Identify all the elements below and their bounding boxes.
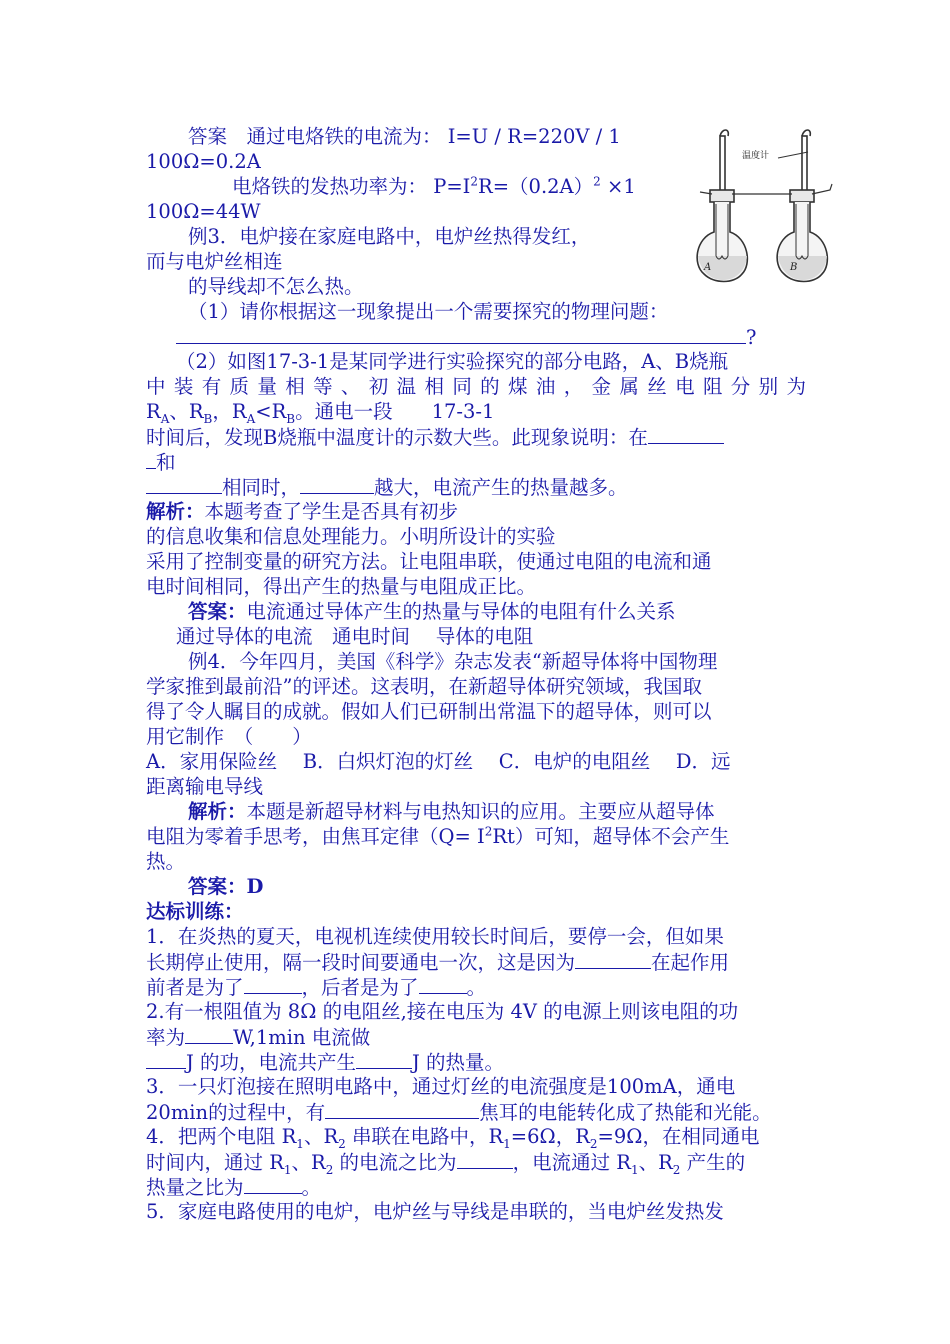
analysis-line: 解析：本题是新超导材料与电热知识的应用。主要应从超导体	[188, 800, 715, 823]
stopper-b	[790, 190, 814, 202]
answer-blank[interactable]	[176, 324, 746, 344]
flask-b-label: B	[790, 262, 798, 273]
section-heading: 达标训练：	[146, 900, 244, 923]
experiment-figure	[690, 124, 840, 284]
text-line: 和	[146, 449, 176, 475]
text-line: 5．家庭电路使用的电炉，电炉丝与导线是串联的，当电炉丝发热发	[146, 1200, 724, 1223]
text-line: 前者是为了 ，后者是为了 。	[146, 976, 487, 999]
text-line: 1．在炎热的夏天，电视机连续使用较长时间后，要停一会，但如果	[146, 925, 724, 948]
blank-line: ?	[176, 324, 756, 350]
text-line: $R_A$、$R_B$，$R_A<R_B$。通电一段 17-3-1	[146, 400, 495, 426]
choice-options: A．家用保险丝 B．白炽灯泡的灯丝 C．电炉的电阻丝 D．远	[146, 750, 731, 773]
answer-blank[interactable]	[457, 1149, 513, 1169]
question-line: （1）请你根据这一现象提出一个需要探究的物理问题：	[188, 300, 669, 323]
text-line: 采用了控制变量的研究方法。让电阻串联，使通过电阻的电流和通	[146, 550, 712, 573]
thermometer-label: 温度计	[742, 150, 770, 160]
example-heading: 例4．今年四月，美国《科学》杂志发表“新超导体将中国物理	[188, 650, 718, 673]
text-line: 3．一只灯泡接在照明电路中，通过灯丝的电流强度是100mA，通电	[146, 1075, 736, 1098]
example-heading: 例3．电炉接在家庭电路中，电炉丝热得发红，	[188, 225, 591, 248]
text-line: 得了令人瞩目的成就。假如人们已研制出常温下的超导体，则可以	[146, 700, 712, 723]
answer-blank[interactable]	[648, 424, 724, 444]
answer-line: 答案 通过电烙铁的电流为： I=U / R=220V / 1	[188, 125, 621, 148]
stopper-a	[710, 190, 734, 202]
answer-blank[interactable]	[419, 974, 467, 994]
text-line: 20min的过程中，有 焦耳的电能转化成了热能和光能。	[146, 1101, 772, 1124]
analysis-line: 解析：本题考查了学生是否具有初步	[146, 500, 459, 523]
text-line: 热。	[146, 850, 186, 873]
text-line: 而与电炉丝相连	[146, 250, 283, 273]
text-line: 的信息收集和信息处理能力。小明所设计的实验	[146, 525, 556, 548]
text-line: 电阻为零着手思考，由焦耳定律$(Q= I^2Rt)$可知，超导体不会产生	[146, 824, 730, 848]
text-line: （2）如图17-3-1是某同学进行实验探究的部分电路，A、B烧瓶	[176, 350, 729, 373]
text-line: J 的功，电流共产生 J 的热量。	[146, 1049, 504, 1075]
answer-blank[interactable]	[575, 949, 651, 969]
text-line: 相同时， 越大，电流产生的热量越多。	[146, 474, 628, 500]
answer-blank[interactable]	[146, 449, 156, 469]
text-line: 时间后，发现B烧瓶中温度计的示数大些。此现象说明：在	[146, 424, 724, 450]
answer-blank[interactable]	[185, 1024, 233, 1044]
text-line: 100Ω=44W	[146, 200, 261, 223]
answer-line: 答案：电流通过导体产生的热量与导体的电阻有什么关系	[188, 600, 676, 623]
text-line: 学家推到最前沿”的评述。这表明，在新超导体研究领域，我国取	[146, 675, 702, 698]
text-line: 通过导体的电流 通电时间 导体的电阻	[176, 625, 534, 648]
text-line: 电烙铁的发热功率为： $P=I^2R=(0.2A)^2 \times 1$	[232, 174, 636, 198]
text-line: 中装有质量相等、初温相同的煤油，金属丝电阻分别为	[146, 375, 806, 398]
answer-blank[interactable]	[244, 974, 302, 994]
text-line: 用它制作 （ ）	[146, 725, 312, 748]
text-line: 4．把两个电阻 $R_1$、$R_2$ 串联在电路中，$R_1=6\Omega$，$R_2=9\Omega$，在相同通电	[146, 1125, 760, 1151]
text-line: 率为 W,1min 电流做	[146, 1026, 371, 1049]
answer-blank[interactable]	[146, 474, 222, 494]
answer-line: 答案：D	[188, 875, 264, 898]
answer-blank[interactable]	[146, 1049, 186, 1069]
text-line: 的导线却不怎么热。	[188, 275, 364, 298]
text-line: 100Ω=0.2A	[146, 150, 261, 173]
text-line: 时间内，通过 $R_1$、$R_2$ 的电流之比为 ，电流通过 $R_1$、$R_2$ 产生的	[146, 1151, 746, 1177]
flask-a-label: A	[704, 262, 712, 273]
text-line: 长期停止使用，隔一段时间要通电一次，这是因为 在起作用	[146, 951, 730, 974]
wire-top	[720, 130, 810, 136]
text-line: 电时间相同，得出产生的热量与电阻成正比。	[146, 575, 537, 598]
text-line: 2.有一根阻值为 8Ω 的电阻丝,接在电压为 4V 的电源上则该电阻的功	[146, 1000, 739, 1023]
answer-blank[interactable]	[300, 474, 374, 494]
answer-blank[interactable]	[325, 1099, 479, 1119]
answer-blank[interactable]	[244, 1174, 302, 1194]
text-line: 热量之比为 。	[146, 1176, 322, 1199]
answer-blank[interactable]	[356, 1049, 412, 1069]
text-line: 距离输电导线	[146, 775, 264, 798]
